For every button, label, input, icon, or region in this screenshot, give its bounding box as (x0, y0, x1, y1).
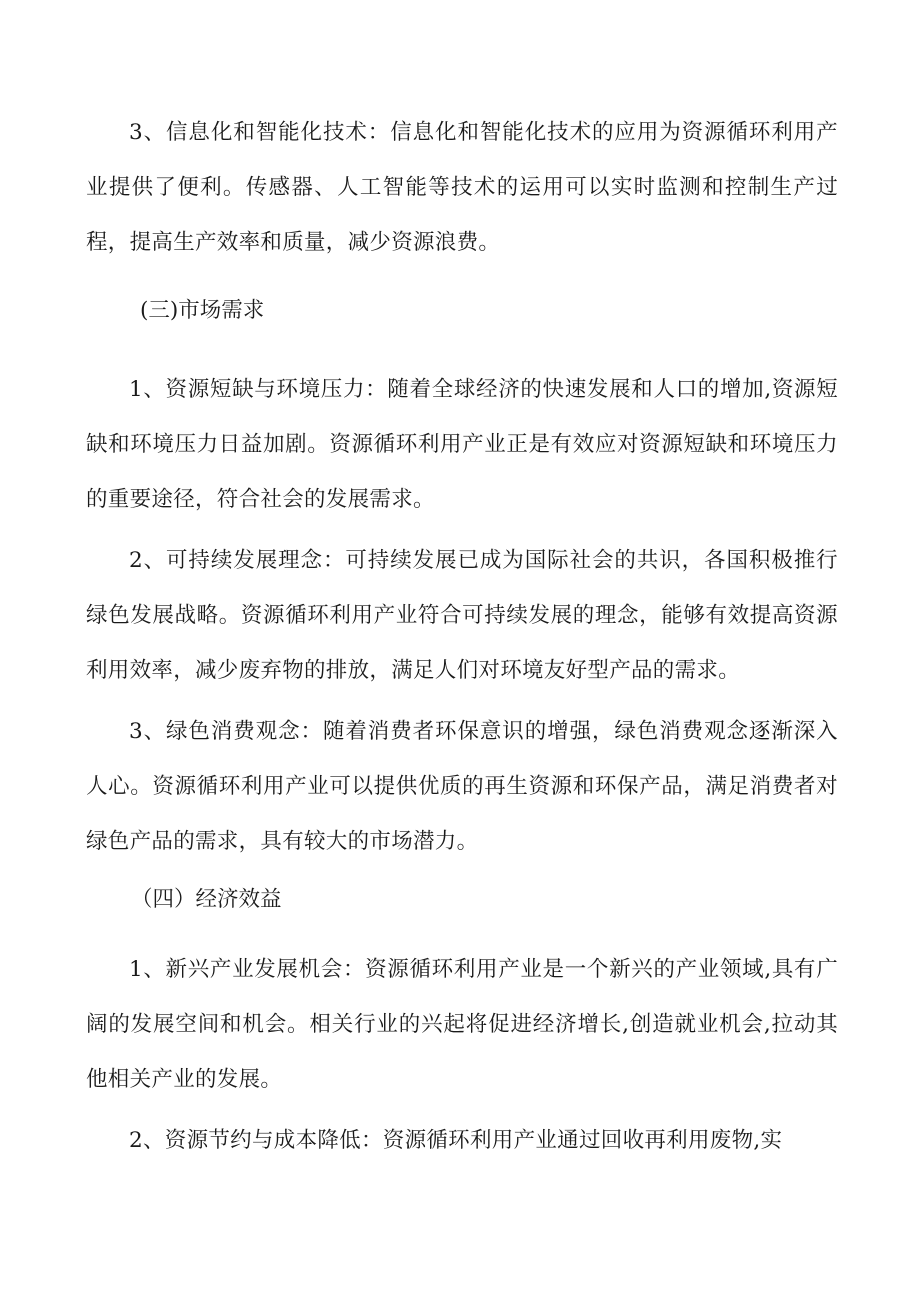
section-heading-economic-benefits: （四）经济效益 (131, 887, 282, 912)
paragraph-information-technology: 3、信息化和智能化技术：信息化和智能化技术的应用为资源循环利用产业提供了便利。传感器、人工智能等技术的运用可以实时监测和控制生产过程，提高生产效率和质量，减少资源浪费。 (86, 120, 838, 255)
paragraph-resource-shortage: 1、资源短缺与环境压力：随着全球经济的快速发展和人口的增加,资源短缺和环境压力日益加剧。资源循环利用产业正是有效应对资源短缺和环境压力的重要途径，符合社会的发展需求。 (86, 377, 838, 512)
section-heading-market-demand: (三)市场需求 (140, 298, 265, 323)
paragraph-emerging-industry: 1、新兴产业发展机会：资源循环利用产业是一个新兴的产业领域,具有广阔的发展空间和机会。相关行业的兴起将促进经济增长,创造就业机会,拉动其他相关产业的发展。 (86, 957, 838, 1092)
paragraph-resource-saving: 2、资源节约与成本降低：资源循环利用产业通过回收再利用废物,实 (129, 1128, 783, 1153)
paragraph-sustainable-development: 2、可持续发展理念：可持续发展已成为国际社会的共识，各国积极推行绿色发展战略。资源循环利用产业符合可持续发展的理念，能够有效提高资源利用效率，减少废弃物的排放，满足人们对环境友好型产品的需求。 (86, 548, 838, 683)
paragraph-green-consumption: 3、绿色消费观念：随着消费者环保意识的增强，绿色消费观念逐渐深入人心。资源循环利用产业可以提供优质的再生资源和环保产品，满足消费者对绿色产品的需求，具有较大的市场潜力。 (86, 719, 838, 854)
